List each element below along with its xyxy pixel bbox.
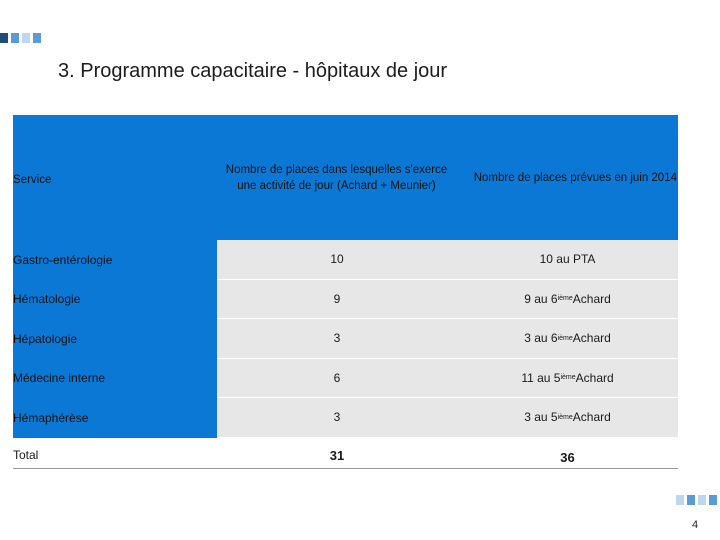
header-service: Service (13, 173, 52, 186)
deco-square (709, 495, 717, 505)
service-cell: Hépatologie (13, 319, 217, 359)
total-current-places: 31 (329, 447, 345, 463)
slide-title: 3. Programme capacitaire - hôpitaux de jour (58, 60, 448, 82)
planned-places-cell: 10 au PTA (457, 240, 678, 280)
current-places-cell: 9 (217, 280, 457, 320)
deco-square (676, 495, 684, 505)
planned-places-cell: 11 au 5 ième Achard (457, 359, 678, 399)
service-cell: Hémaphérèse (13, 398, 217, 438)
service-cell: Hématologie (13, 280, 217, 320)
deco-square (698, 495, 706, 505)
table-row (13, 280, 678, 320)
deco-square (33, 33, 41, 43)
current-places-cell: 3 (217, 319, 457, 359)
table-row (13, 319, 678, 359)
planned-places-cell: 3 au 6 ième Achard (457, 319, 678, 359)
table-row (13, 398, 678, 438)
current-places-cell: 6 (217, 359, 457, 399)
decorative-squares-bottom (676, 495, 717, 505)
service-cell: Médecine interne (13, 359, 217, 399)
capacity-table (13, 115, 678, 469)
table-header-row (13, 115, 678, 240)
current-places-cell: 3 (217, 398, 457, 438)
total-planned-places: 36 (560, 449, 575, 465)
decorative-squares-top (0, 33, 41, 43)
service-cell: Gastro-entérologie (13, 240, 217, 280)
header-planned-places: Nombre de places prévues en juin 2014 (473, 171, 677, 184)
table-row (13, 240, 678, 280)
deco-square (22, 33, 30, 43)
deco-square (0, 33, 8, 43)
current-places-cell: 10 (217, 240, 457, 280)
deco-square (687, 495, 695, 505)
planned-places-cell: 9 au 6 ième Achard (457, 280, 678, 320)
table-row (13, 359, 678, 399)
header-current-places: Nombre de places dans lesquelles s'exerce une activité de jour (Achard + Meunier) (225, 163, 448, 192)
table-total-row (13, 438, 678, 469)
page-number: 4 (692, 519, 699, 531)
planned-places-cell: 3 au 5 ième Achard (457, 398, 678, 438)
total-label: Total (13, 447, 39, 462)
deco-square (11, 33, 19, 43)
